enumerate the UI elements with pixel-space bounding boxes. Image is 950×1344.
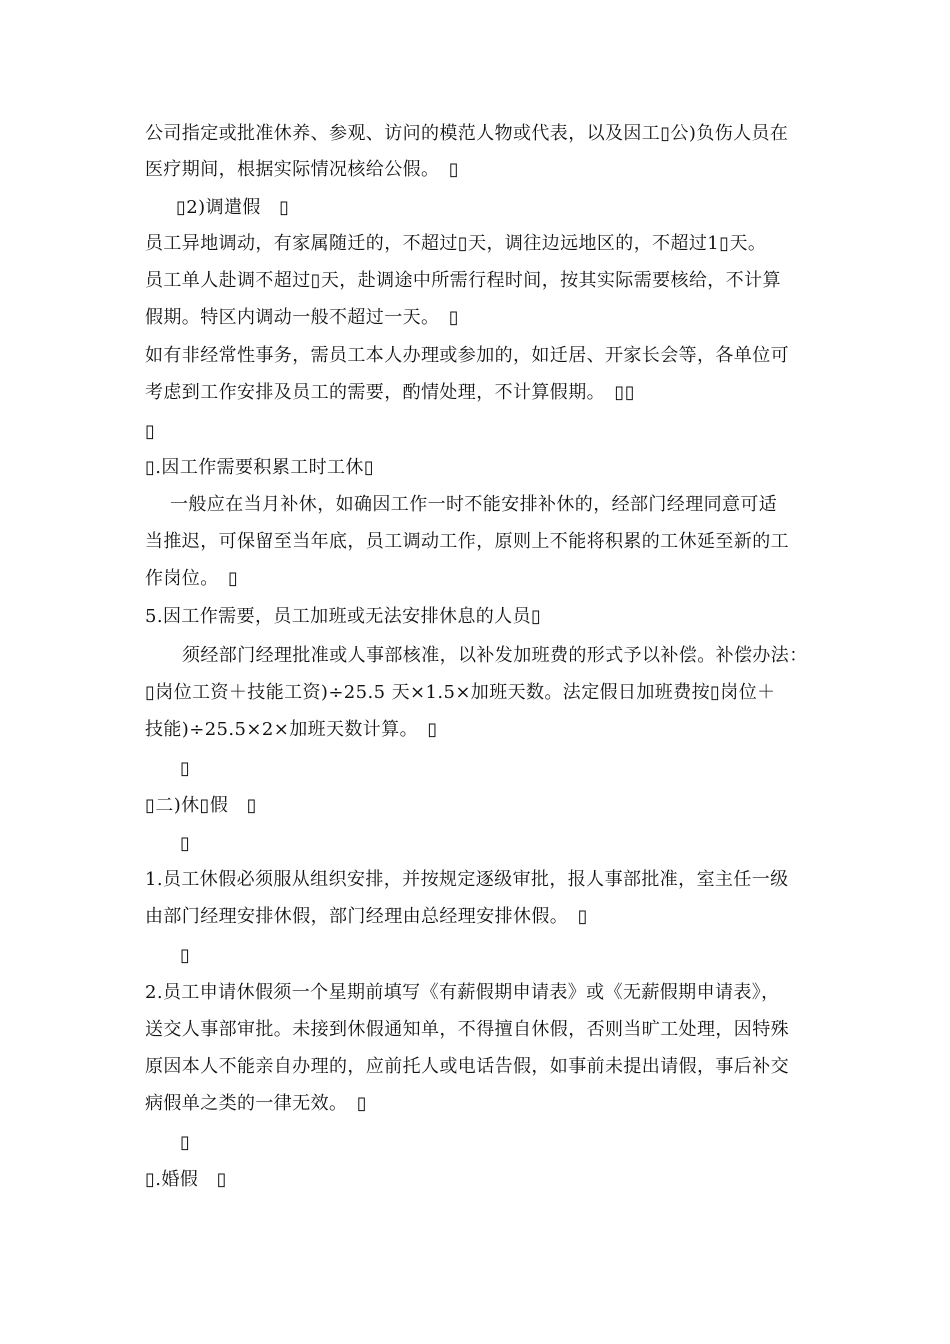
text-line: 一般应在当月补休，如确因工作一时不能安排补休的，经部门经理同意可适: [170, 494, 778, 515]
text-line: 假期。特区内调动一般不超过一天。 ▯: [145, 307, 460, 328]
text-line: 由部门经理安排休假，部门经理由总经理安排休假。 ▯: [145, 906, 588, 927]
text-line: 病假单之类的一律无效。 ▯: [145, 1093, 368, 1114]
text-line: 原因本人不能亲自办理的，应前托人或电话告假，如事前未提出请假，事后补交: [145, 1056, 789, 1077]
text-line: 作岗位。 ▯: [145, 568, 239, 589]
text-line: 考虑到工作安排及员工的需要，酌情处理，不计算假期。 ▯▯: [145, 382, 636, 403]
text-line: 2.员工申请休假须一个星期前填写《有薪假期申请表》或《无薪假期申请表》，: [145, 982, 780, 1003]
text-line: 当推迟，可保留至当年底，员工调动工作，原则上不能将积累的工休延至新的工: [145, 531, 789, 552]
blank-marker: ▯: [145, 421, 156, 442]
text-line: 医疗期间，根据实际情况核给公假。 ▯: [145, 159, 460, 180]
blank-marker: ▯: [180, 758, 191, 779]
text-line: 公司指定或批准休养、参观、访问的模范人物或代表，以及因工▯公)负伤人员在: [145, 123, 789, 144]
blank-marker: ▯: [180, 945, 191, 966]
blank-marker: ▯: [180, 1132, 191, 1153]
text-line: ▯岗位工资＋技能工资)÷25.5 天×1.5×加班天数。法定假日加班费按▯岗位＋: [145, 682, 776, 703]
text-line: 员工异地调动，有家属随迁的，不超过▯天，调往边远地区的，不超过1▯天。: [145, 233, 767, 254]
section-heading: 5.因工作需要，员工加班或无法安排休息的人员▯: [145, 606, 542, 627]
blank-marker: ▯: [180, 833, 191, 854]
text-line: 如有非经常性事务，需员工本人办理或参加的，如迁居、开家长会等，各单位可: [145, 345, 789, 366]
text-line: 技能)÷25.5×2×加班天数计算。 ▯: [145, 719, 438, 740]
section-heading: ▯2)调遣假 ▯: [176, 197, 290, 218]
text-line: 须经部门经理批准或人事部核准，以补发加班费的形式予以补偿。补偿办法：: [182, 645, 808, 666]
section-heading: ▯.婚假 ▯: [145, 1169, 227, 1190]
section-heading: ▯二)休▯假 ▯: [145, 795, 257, 816]
text-line: 员工单人赴调不超过▯天，赴调途中所需行程时间，按其实际需要核给，不计算: [145, 270, 781, 291]
text-line: 送交人事部审批。未接到休假通知单，不得擅自休假，否则当旷工处理，因特殊: [145, 1019, 789, 1040]
section-heading: ▯.因工作需要积累工时工休▯: [145, 457, 375, 478]
text-line: 1.员工休假必须服从组织安排，并按规定逐级审批，报人事部批准，室主任一级: [145, 869, 789, 890]
